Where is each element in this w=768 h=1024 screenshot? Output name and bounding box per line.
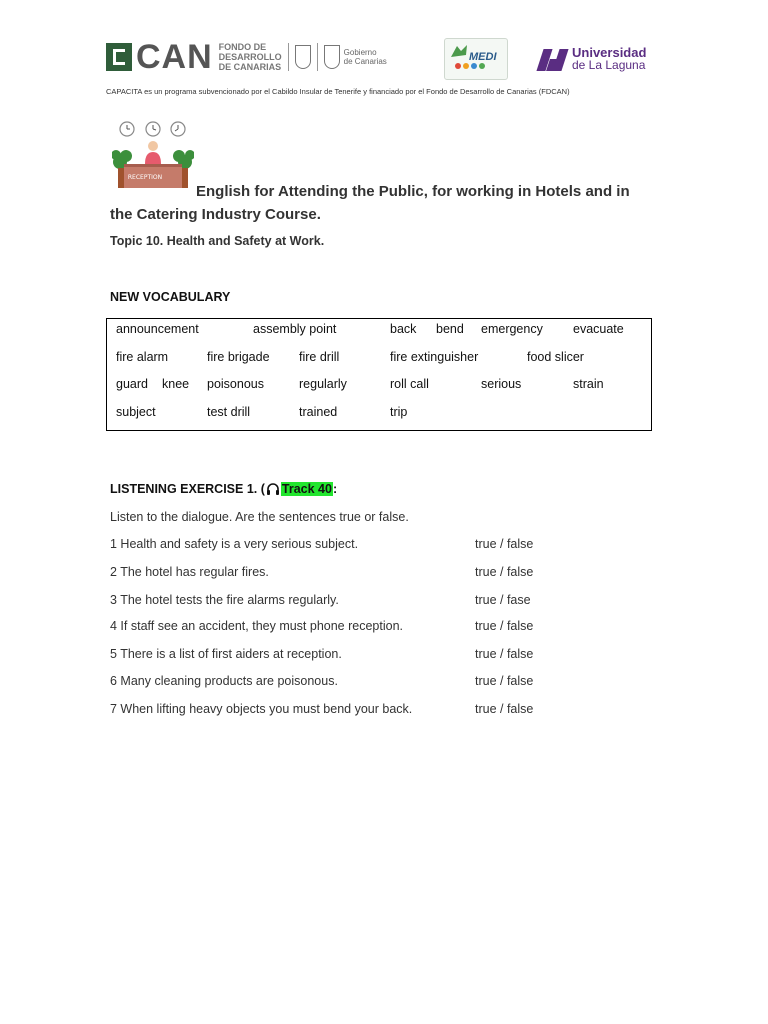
statement: 3 The hotel tests the fire alarms regularly. — [110, 593, 339, 607]
true-false-answer: true / false — [475, 647, 534, 661]
gobierno-crest-icon — [324, 45, 340, 69]
statement: 5 There is a list of first aiders at reception. — [110, 647, 342, 661]
vocab-word: fire alarm — [116, 350, 169, 364]
vocab-word: poisonous — [207, 377, 264, 391]
vocab-word: fire extinguisher — [390, 350, 479, 364]
fdcan-mark-icon — [106, 43, 132, 71]
vocab-word: evacuate — [573, 322, 624, 336]
true-false-answer: true / false — [475, 565, 534, 579]
vocab-word: food slicer — [527, 350, 584, 364]
fdcan-subtitle: FONDO DE DESARROLLO DE CANARIAS — [218, 42, 282, 72]
vocab-word: assembly point — [253, 322, 337, 336]
vocabulary-heading: NEW VOCABULARY — [110, 290, 231, 304]
vocab-word: test drill — [207, 405, 251, 419]
true-false-answer: true / false — [475, 619, 534, 633]
vocab-word: guard — [116, 377, 148, 391]
statement: 1 Health and safety is a very serious subject. — [110, 537, 359, 551]
vocab-word: emergency — [481, 322, 543, 336]
vocab-word: bend — [436, 322, 464, 336]
medi-map-icon — [449, 43, 469, 61]
ull-mark-icon — [538, 47, 566, 71]
vocab-word: trained — [299, 405, 338, 419]
medi-dots-icon — [455, 63, 485, 69]
topic-heading: Topic 10. Health and Safety at Work. — [110, 234, 325, 248]
statement: 7 When lifting heavy objects you must bend your back. — [110, 702, 413, 716]
vocab-word: strain — [573, 377, 604, 391]
true-false-answer: true / false — [475, 537, 534, 551]
track-label[interactable]: Track 40 — [281, 482, 332, 496]
reception-sign-text: RECEPTION — [127, 174, 163, 181]
vocab-word: fire brigade — [207, 350, 270, 364]
vocab-word: roll call — [390, 377, 429, 391]
exercise-instruction: Listen to the dialogue. Are the sentences true or false. — [110, 510, 409, 524]
fdcan-logo — [106, 38, 387, 76]
logo-divider — [288, 43, 289, 71]
statement: 2 The hotel has regular fires. — [110, 565, 269, 579]
vocab-word: announcement — [116, 322, 199, 336]
gobierno-text: Gobierno de Canarias — [343, 48, 387, 66]
statement: 6 Many cleaning products are poisonous. — [110, 674, 338, 688]
vocab-word: fire drill — [299, 350, 340, 364]
listening-heading: LISTENING EXERCISE 1. ( Track 40 : — [110, 482, 338, 496]
logo-divider — [317, 43, 318, 71]
ull-logo — [538, 46, 646, 72]
vocab-word: regularly — [299, 377, 347, 391]
vocab-word: serious — [481, 377, 522, 391]
true-false-answer: true / fase — [475, 593, 531, 607]
fdcan-can-text: CAN — [136, 38, 213, 76]
course-title: English for Attending the Public, for working in Hotels and in the Catering Industry Course. — [110, 183, 630, 223]
true-false-answer: true / false — [475, 702, 534, 716]
statement: 4 If staff see an accident, they must phone reception. — [110, 619, 404, 633]
funding-notice: CAPACITA es un programa subvencionado por el Cabildo Insular de Tenerife y financiado por el Fondo de Desarrollo de Canarias (FDCAN) — [106, 87, 570, 96]
vocab-word: subject — [116, 405, 156, 419]
vocab-word: knee — [162, 377, 190, 391]
ull-name: Universidad de La Laguna — [572, 45, 647, 72]
headphones-icon — [266, 482, 280, 496]
cabildo-crest-icon — [295, 45, 311, 69]
vocab-word: trip — [390, 405, 408, 419]
medi-label: MEDI — [469, 51, 497, 63]
true-false-answer: true / false — [475, 674, 534, 688]
vocabulary-box — [106, 318, 652, 431]
medi-logo — [444, 38, 508, 80]
vocab-word: back — [390, 322, 417, 336]
